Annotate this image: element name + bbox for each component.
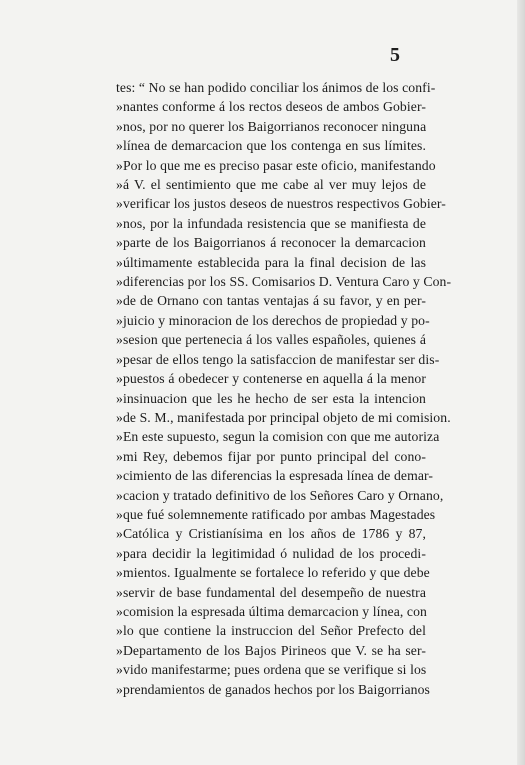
text-line: »mientos. Igualmente se fortalece lo referido y que debe	[116, 565, 430, 581]
text-line: »lo que contiene la instruccion del Señor Prefecto del	[116, 623, 426, 639]
page-number: 5	[390, 44, 400, 66]
text-line: »verificar los justos deseos de nuestros respectivos Gobier-	[116, 196, 446, 212]
text-line: »de S. M., manifestada por principal objeto de mi comision.	[116, 409, 451, 425]
text-line: »Por lo que me es preciso pasar este oficio, manifestando	[116, 157, 436, 173]
page-edge-shadow	[517, 0, 525, 765]
text-line: »Católica y Cristianísima en los años de 1786 y 87,	[116, 526, 426, 542]
text-line: »juicio y minoracion de los derechos de propiedad y po-	[116, 312, 430, 328]
text-line: »comision la espresada última demarcacion y línea, con	[116, 603, 427, 619]
text-line: »á V. el sentimiento que me cabe al ver muy lejos de	[116, 177, 426, 193]
body-text	[116, 78, 452, 699]
text-line: »cacion y tratado definitivo de los Señores Caro y Ornano,	[116, 487, 444, 503]
text-line: »puestos á obedecer y contenerse en aquella á la menor	[116, 371, 426, 387]
text-line: »sesion que pertenecia á los valles españoles, quienes á	[116, 332, 426, 348]
text-line: »En este supuesto, segun la comision con que me autoriza	[116, 429, 440, 445]
text-line: »Departamento de los Bajos Pirineos que V. se ha ser-	[116, 642, 426, 658]
text-line: »nos, por la infundada resistencia que se manifiesta de	[116, 215, 426, 231]
text-line: »servir de base fundamental del desempeño de nuestra	[116, 584, 426, 600]
text-line: »prendamientos de ganados hechos por los Baigorrianos	[116, 681, 430, 697]
text-line: »línea de demarcacion que los contenga en sus límites.	[116, 138, 426, 154]
text-line: »mi Rey, debemos fijar por punto principal del cono-	[116, 448, 426, 464]
text-line: »parte de los Baigorrianos á reconocer la demarcacion	[116, 235, 426, 251]
text-line: »insinuacion que les he hecho de ser esta la intencion	[116, 390, 426, 406]
text-line: »pesar de ellos tengo la satisfaccion de manifestar ser dis-	[116, 351, 440, 367]
text-line: »nos, por no querer los Baigorrianos reconocer ninguna	[116, 118, 427, 134]
text-line: »últimamente establecida para la final decision de las	[116, 254, 426, 270]
text-line: »que fué solemnemente ratificado por ambas Magestades	[116, 506, 436, 522]
text-line: »diferencias por los SS. Comisarios D. Ventura Caro y Con-	[116, 274, 452, 290]
text-line: »vido manifestarme; pues ordena que se verifique si los	[116, 662, 427, 678]
text-line: »de de Ornano con tantas ventajas á su favor, y en per-	[116, 293, 426, 309]
text-line: »nantes conforme á los rectos deseos de ambos Gobier-	[116, 99, 426, 115]
text-line: »cimiento de las diferencias la espresada línea de demar-	[116, 468, 434, 484]
text-line: tes: “ No se han podido conciliar los ánimos de los confi-	[116, 80, 436, 95]
text-line: »para decidir la legitimidad ó nulidad de los procedi-	[116, 545, 426, 561]
